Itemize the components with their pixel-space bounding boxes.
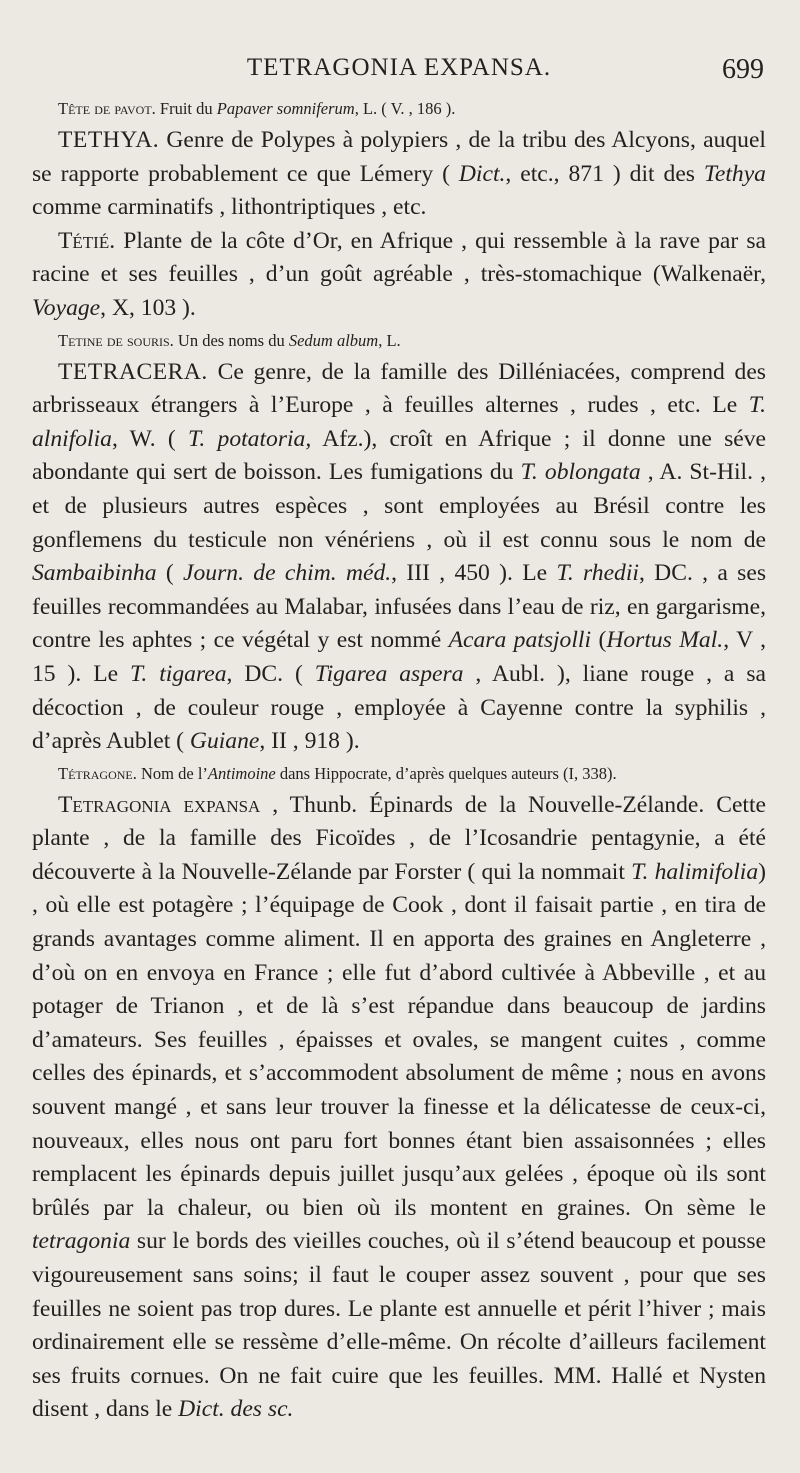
italic-text: Journ. de chim. méd. <box>183 560 392 587</box>
dictionary-entry <box>32 326 766 356</box>
italic-text: T. tigarea <box>130 660 227 687</box>
entry-text: , III , 450 ). Le <box>391 560 557 587</box>
page-header <box>32 48 766 94</box>
italic-text: T. alnifolia <box>32 392 766 452</box>
entry-text: ( <box>156 560 184 587</box>
dictionary-entry <box>32 225 766 326</box>
entry-text: comme carminatifs , lithontriptiques , etc. <box>32 194 427 221</box>
italic-text: T. oblongata <box>520 459 641 486</box>
italic-text: Dict. <box>458 160 506 187</box>
entry-text: Un des noms du <box>173 330 289 350</box>
entry-text: dans Hippocrate, d’après quelques auteurs (I, 338). <box>275 763 617 783</box>
entry-text: sur le bords des vieilles couches, où il s’étend beaucoup et pousse vigoureusement sans soins; il faut le couper assez souvent , pour que ses feuilles ne soient pas trop dures. Le plante est annuelle et périt l’hiver ; mais ordinairement elle se ressème d’elle-même. On récolte d’ailleurs facilement ses fruits cornues. On ne fait cuire que les feuilles. MM. Hallé et Nysten disent , dans le <box>32 1228 766 1423</box>
entry-headword: TETRACERA. <box>58 358 208 385</box>
entry-headword: Tête de pavot. <box>58 99 156 118</box>
italic-text: Guiane <box>189 728 260 755</box>
entry-text: , Thunb. Épinards de la Nouvelle-Zélande. Cette plante , de la famille des Ficoïdes , de l’Icosandrie pentagynie, a été découverte à la Nouvelle-Zélande par Forster ( qui la nommait <box>32 791 766 885</box>
entry-text: Fruit du <box>155 99 217 118</box>
body-text <box>32 94 766 1427</box>
italic-text: tetragonia <box>32 1228 131 1255</box>
entry-text: Plante de la côte d’Or, en Afrique , qui ressemble à la rave par sa racine et ses feuilles , d’un goût agréable , très-stomachique (Walkenaër, <box>32 227 766 288</box>
entry-headword: Tetine de souris. <box>58 330 174 350</box>
entry-text: Genre de Polypes à polypiers , de la tribu des Alcyons, auquel se rapporte probablement ce que Lémery ( <box>32 127 766 187</box>
italic-text: Tethya <box>703 160 766 187</box>
dictionary-entry <box>32 356 766 759</box>
entry-text: Nom de l’ <box>136 763 208 783</box>
entry-text: , II , 918 ). <box>259 728 360 755</box>
entry-text: , DC. , a ses feuilles recommandées au Malabar, infusées dans l’eau de riz, en gargarisme, contre les aphtes ; ce végétal y est nommé <box>32 560 767 654</box>
entry-text: , L. ( V. , 186 ). <box>354 99 456 118</box>
entry-text: ) , où elle est potagère ; l’équipage de Cook , dont il faisait partie , en tira de grands avantages comme aliment. Il en apporta des graines en Angleterre , d’où on en envoya en France ; elle fut d’abord cultivée à Abbeville , et au potager de Trianon , et de là s’est répandue dans beaucoup de jardins d’amateurs. Ses feuilles , épaisses et ovales, se mangent cuites , comme celles des épinards, et s’accommodent absolument de même ; nous en avons souvent mangé , et sans leur trouver la finesse et la délicatesse de ceux-ci, nouveaux, elles nous ont paru fort bonnes étant bien assaisonnées ; elles remplacent les épinards depuis juillet jusqu’aux gelées , époque où ils sont brûlés par la chaleur, ou bien où ils montent en graines. On sème le <box>32 858 766 1221</box>
italic-text: Hortus Mal. <box>606 627 724 654</box>
italic-text: Acara patsjolli <box>448 627 592 654</box>
entry-headword: Tetragonia expansa <box>58 791 261 818</box>
dictionary-entry <box>32 94 766 124</box>
entry-text: , W. ( <box>111 425 189 452</box>
entry-headword: TETHYA. <box>58 127 160 153</box>
italic-text: Sedum album <box>288 330 379 350</box>
italic-text: Sambaibinha <box>32 560 157 587</box>
dictionary-entry <box>32 759 766 789</box>
italic-text: Papaver somniferum <box>216 99 355 118</box>
entry-text: Afz.), croît en Afrique ; il donne une séve abondante qui sert de boisson. Les fumigations du <box>32 425 766 486</box>
entry-text: , X, 103 ). <box>100 294 196 321</box>
italic-text: Tigarea aspera <box>314 660 464 687</box>
running-head: TETRAGONIA EXPANSA. <box>246 54 552 81</box>
entry-text: , DC. ( <box>226 660 315 687</box>
italic-text: Voyage <box>32 294 101 321</box>
entry-text: Ce genre, de la famille des Dilléniacées, comprend des arbrisseaux étrangers à l’Europe , à feuilles alternes , rudes , etc. Le <box>32 358 766 419</box>
entry-headword: Tétié. <box>58 227 116 254</box>
italic-text: T. halimifolia <box>631 858 759 885</box>
entry-text: , etc., 871 ) dit des <box>505 160 704 187</box>
italic-text: T. potatoria, <box>188 425 312 452</box>
entry-headword: Tétragone. <box>58 763 137 783</box>
dictionary-entry <box>32 789 766 1427</box>
entry-text: , V , 15 ). Le <box>32 627 767 687</box>
entry-text: , L. <box>378 330 401 350</box>
italic-text: Dict. des sc. <box>178 1396 294 1423</box>
italic-text: T. rhedii <box>556 560 639 587</box>
entry-text: ( <box>591 627 607 654</box>
entry-text: , Aubl. ), liane rouge , a sa décoction , de couleur rouge , employée à Cayenne contre la syphilis , d’après Aublet ( <box>32 660 766 755</box>
italic-text: Antimoine <box>207 763 276 783</box>
entry-text: , A. St-Hil. , et de plusieurs autres espèces , sont employées au Brésil contre les gonflemens du testicule non vénériens , où il est connu sous le nom de <box>32 459 767 553</box>
dictionary-entry <box>32 124 766 225</box>
page-number: 699 <box>722 54 764 85</box>
